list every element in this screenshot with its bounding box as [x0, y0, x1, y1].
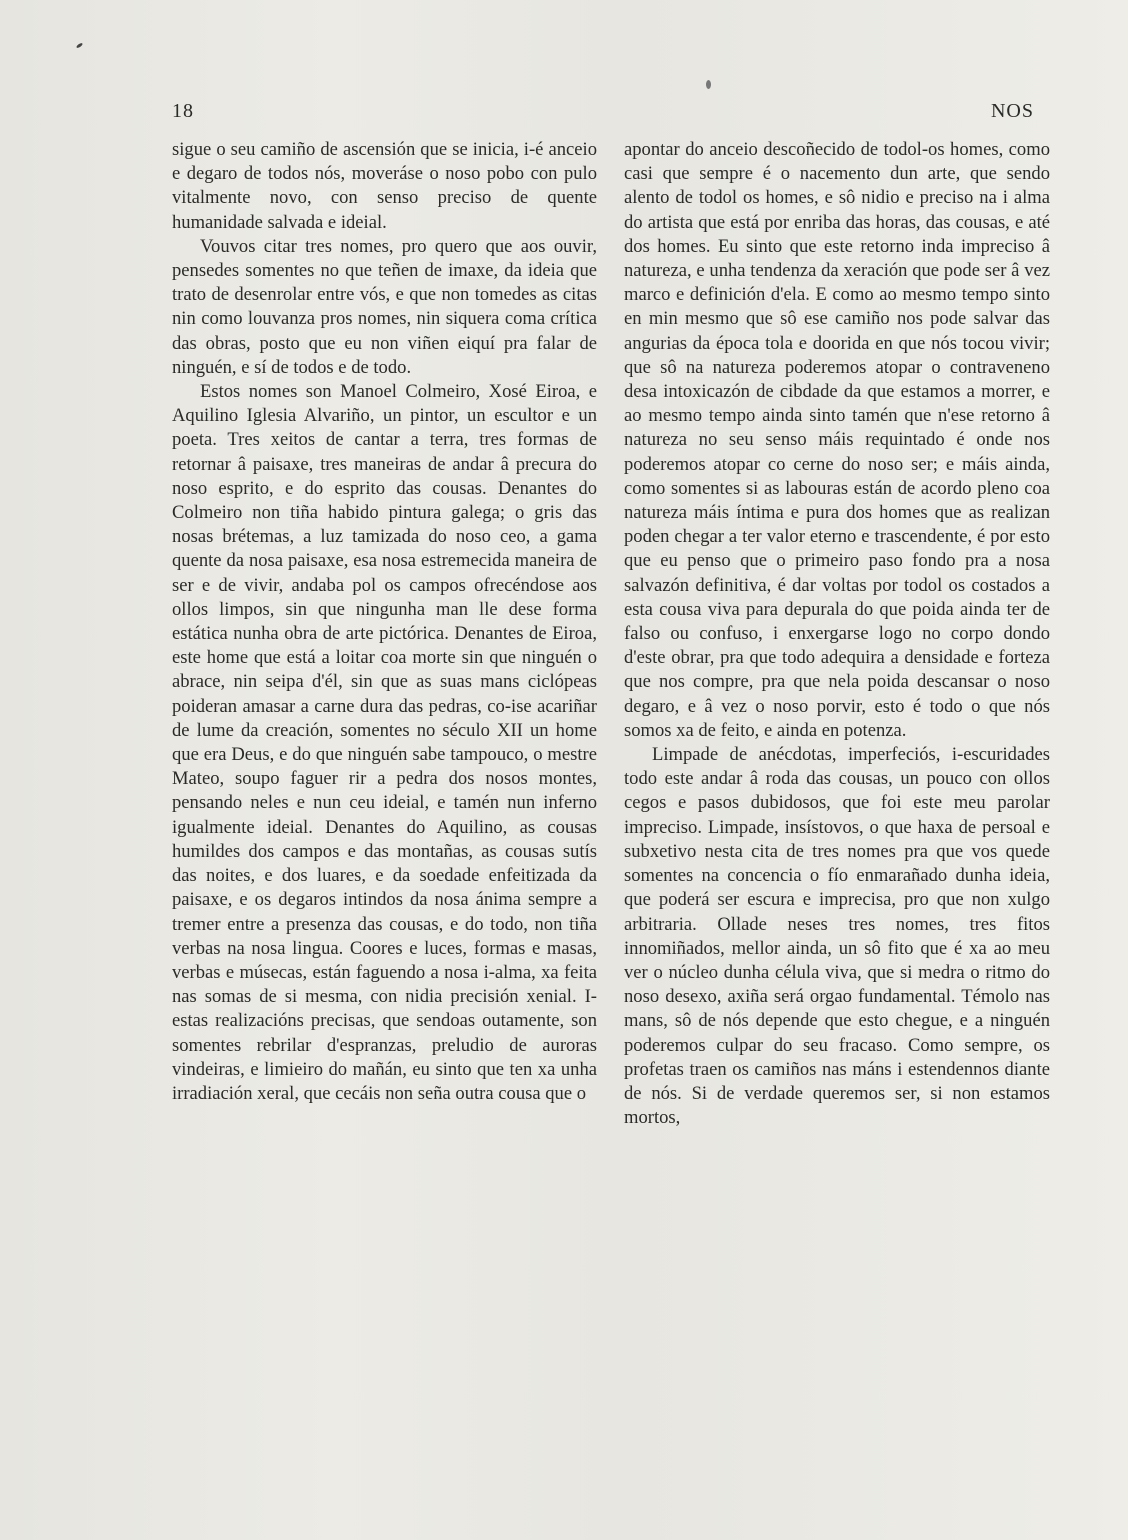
page-number: 18	[172, 100, 194, 122]
right-column	[624, 138, 1050, 1130]
paragraph: sigue o seu camiño de ascensión que se inicia, i-é anceio e degaro de todos nós, moveráse o noso pobo con pulo vitalmente novo, con senso preciso de quente humanidade salvada e ideial.	[172, 139, 597, 233]
ink-speck	[76, 42, 83, 48]
left-column	[172, 138, 597, 1106]
paragraph: apontar do anceio descoñecido de todol-os homes, como casi que sempre é o nacemento dun arte, que sendo alento de todol os homes, e sô nidio e preciso na i alma do artista que está por enriba das horas, das cousas, e até dos homes. Eu sinto que este retorno inda impreciso â natureza, e unha tendenza da xeración que pode ser â vez marco e definición d'ela. E como ao mesmo tempo sinto en min mesmo que sô ese camiño nos pode salvar das angurias da época tola e doorida en que nós tocou vivir; que sô na natureza poderemos atopar o contraveneno desa intoxicazón de cibdade da que estamos a morrer, e ao mesmo tempo ainda sinto tamén que n'ese retorno â natureza no seu senso máis requintado é onde nos poderemos atopar co cerne do noso ser; e máis ainda, como somentes si as labouras están de acordo pleno coa natureza máis íntima e pura dos homes que as realizan poden chegar a ter valor eterno e trascendente, é por esto que eu penso que o primeiro paso fondo pra a nosa salvazón definitiva, é dar voltas por todol os costados a esta cousa viva para depurala do que poida ainda ter de falso ou confuso, i enxergarse logo no corpo dondo d'este obrar, pra que todo adequira a densidade e forteza que nos compre, pra que nela poida descansar o noso degaro, e â vez o noso porvir, esto é todo o que nós somos xa de feito, e ainda en potenza.	[624, 139, 1050, 741]
paragraph: Estos nomes son Manoel Colmeiro, Xosé Eiroa, e Aquilino Iglesia Alvariño, un pintor, un escultor e un poeta. Tres xeitos de cantar a terra, tres formas de retornar â paisaxe, tres maneiras de andar â precura do noso esprito, e do esprito das cousas. Denantes do Colmeiro non tiña habido pintura galega; o gris das nosas brétemas, a luz tamizada do noso ceo, a gama quente da nosa paisaxe, esa nosa estremecida maneira de ser e de vivir, andaba pol os campos ofrecéndose aos ollos limpos, sin que ningunha man lle dese forma estática nunha obra de arte pictórica. Denantes de Eiroa, este home que está a loitar coa morte sin que ninguén o abrace, nin seipa d'él, sin que as suas mans ciclópeas poideran amasar a carne dura das pedras, co-ise acariñar de lume da creación, somentes no século XII un home que era Deus, e do que ninguén sabe tampouco, o mestre Mateo, soupo faguer rir a pedra dos nosos montes, pensando neles e nun ceu ideial, e tamén nun inferno igualmente ideial. Denantes do Aquilino, as cousas humildes dos campos e das montañas, as cousas sutís das noites, e dos luares, e da soedade enfeitizada da paisaxe, e os degaros intindos da nosa ánima sempre a tremer entre a presenza das cousas, e do todo, non tiña verbas na nosa lingua. Coores e luces, formas e masas, verbas e músecas, están faguendo a nosa i-alma, xa feita nas somas de si mesma, con nidia precisión xenial. I-estas realizacións precisas, que sendoas outamente, son somentes rebrilar d'espranzas, preludio de auroras vindeiras, e limieiro do mañán, eu sinto que ten xa unha irradiación xeral, que cecáis non seña outra cousa que o	[172, 381, 597, 1104]
ink-speck	[706, 80, 711, 89]
paragraph: Vouvos citar tres nomes, pro quero que aos ouvir, pensedes somentes no que teñen de imaxe, da ideia que trato de desenrolar entre vós, e que non tomedes as citas nin como louvanza pros nomes, nin siquera coma crítica das obras, posto que eu non viñen eiquí pra falar de ninguén, e sí de todos e de todo.	[172, 235, 597, 378]
paragraph: Limpade de anécdotas, imperfeciós, i-escuridades todo este andar â roda das cousas, un pouco con ollos cegos e pasos dubidosos, que foi este meu parolar impreciso. Limpade, insístovos, o que haxa de persoal e subxetivo nesta cita de tres nomes pra que vos quede somentes na concencia o fío enmarañado dunha ideia, que poderá ser escura e imprecisa, pro que non xulgo arbitraria. Ollade neses tres nomes, tres fitos innomiñados, mellor ainda, un sô fito que é xa ao meu ver o núcleo dunha célula viva, que si medra o ritmo do noso desexo, axiña será orgao fundamental. Témolo nas mans, sô de nós depende que esto chegue, e a ninguén poderemos culpar do seu fracaso. Como sempre, os profetas traen os camiños nas máns i estendennos diante de nós. Si de verdade queremos ser, si non estamos mortos,	[624, 744, 1050, 1129]
running-header-title: NOS	[990, 100, 1034, 122]
